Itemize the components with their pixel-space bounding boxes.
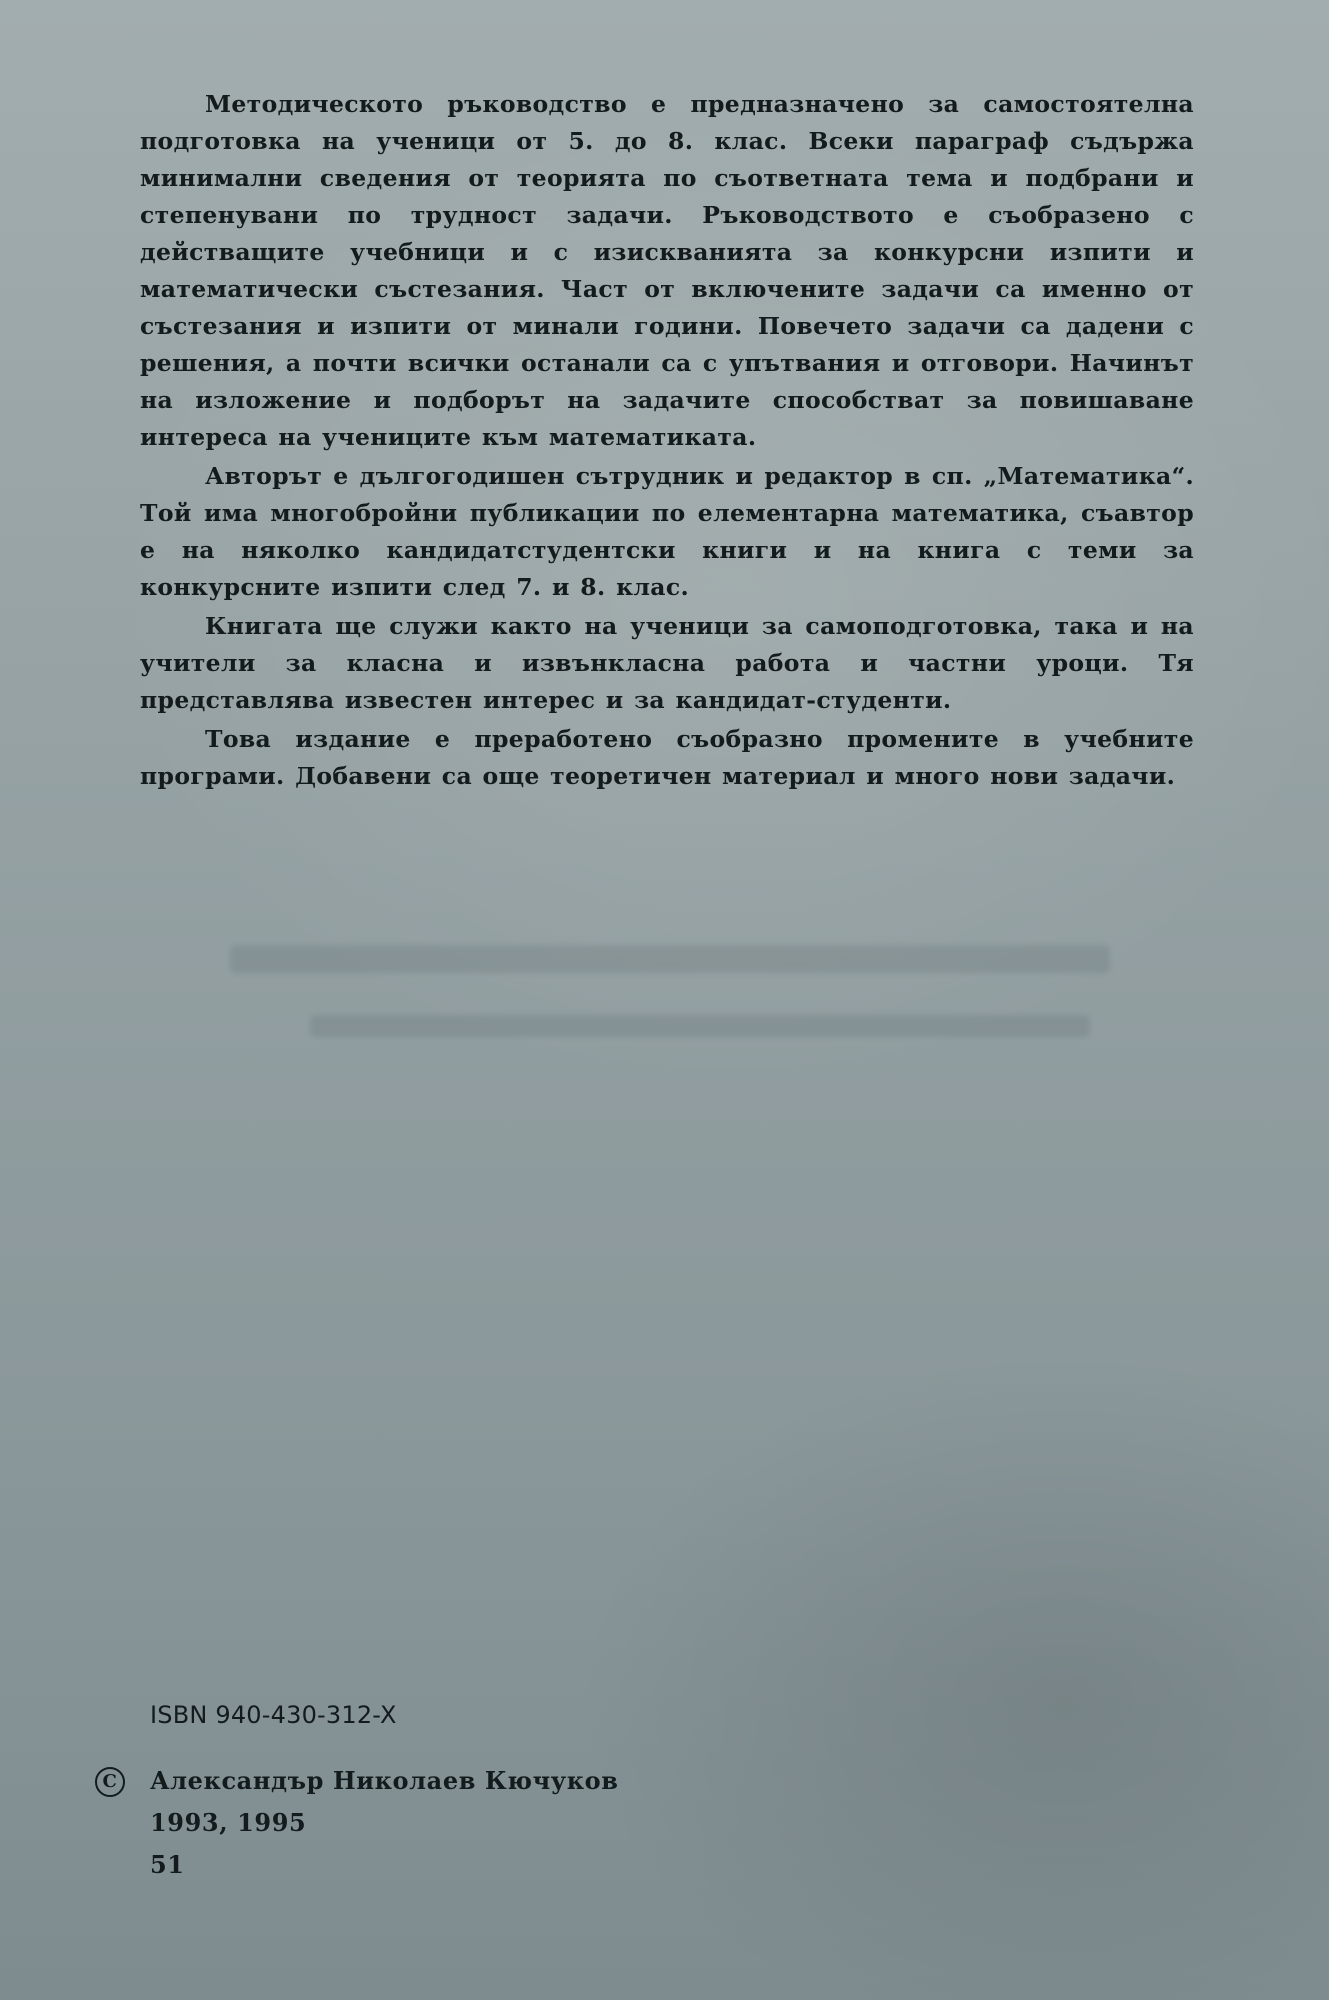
isbn: ISBN 940-430-312-X	[150, 1701, 397, 1729]
copyright-years: 1993, 1995	[150, 1808, 307, 1837]
copyright-line	[95, 1760, 795, 1802]
show-through-line	[230, 945, 1110, 973]
paragraph-audience: Книгата ще служи както на ученици за самоподготовка, така и на учители за класна и извънкласна работа и частни уроци. Тя представлява известен интерес и за кандидат-студенти.	[140, 612, 1194, 714]
imprint-block	[95, 1694, 795, 1886]
show-through-line	[310, 1015, 1090, 1037]
paragraph-description: Методическото ръководство е предназначено за самостоятелна подготовка на ученици от 5. до 8. клас. Всеки параграф съдържа минимални сведения от теорията по съответната тема и подбрани и степенувани по трудност задачи. Ръководството е съобразено с действащите учебници и с изискванията за конкурсни изпити и математически състезания. Част от включените задачи са именно от състезания и изпити от минали години. Повечето задачи са дадени с решения, а почти всички останали са с упътвания и отговори. Начинът на изложение и подборът на задачите способстват за повишаване интереса на учениците към математиката.	[140, 90, 1194, 451]
copyright-icon: C	[95, 1767, 125, 1797]
show-through-shadow	[210, 935, 1150, 1055]
author-name: Александър Николаев Кючуков	[150, 1766, 619, 1795]
annotation-text	[140, 86, 1194, 797]
publication-code: 51	[150, 1850, 185, 1879]
paragraph-author: Авторът е дългогодишен сътрудник и редактор в сп. „Математика“. Той има многобройни публикации по елементарна математика, съавтор е на няколко кандидатстудентски книги и на книга с теми за конкурсните изпити след 7. и 8. клас.	[140, 462, 1194, 601]
paragraph-edition: Това издание е преработено съобразно промените в учебните програми. Добавени са още теоретичен материал и много нови задачи.	[140, 725, 1194, 790]
